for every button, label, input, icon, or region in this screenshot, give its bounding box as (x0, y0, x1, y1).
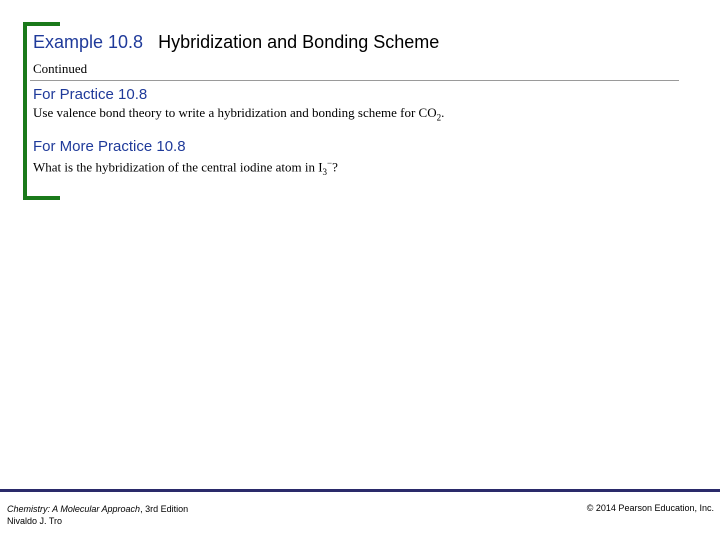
practice-text-end: . (441, 105, 445, 120)
footer-edition: , 3rd Edition (140, 504, 189, 514)
header-divider (30, 80, 679, 81)
footer-divider (0, 489, 720, 492)
more-practice-text-subscript: 3 (322, 166, 328, 177)
footer-author: Nivaldo J. Tro (7, 516, 63, 526)
practice-text-subscript: 2 (436, 112, 442, 123)
practice-text-main: Use valence bond theory to write a hybridization and bonding scheme for CO (33, 105, 437, 120)
footer-citation (7, 503, 188, 527)
more-practice-text-superscript: − (327, 158, 333, 168)
more-practice-text (33, 158, 338, 177)
more-practice-heading: For More Practice 10.8 (33, 138, 186, 155)
footer-book-title: Chemistry: A Molecular Approach (7, 504, 141, 514)
title-text: Hybridization and Bonding Scheme (158, 32, 440, 52)
continued-label: Continued (33, 61, 88, 76)
footer-copyright: © 2014 Pearson Education, Inc. (586, 503, 714, 513)
example-label: Example 10.8 (33, 32, 144, 52)
footer-book-line (7, 503, 188, 515)
practice-text (33, 105, 444, 123)
more-practice-text-main: What is the hybridization of the central iodine atom in I (33, 159, 323, 175)
slide-title (33, 32, 439, 53)
practice-heading: For Practice 10.8 (33, 86, 148, 103)
more-practice-text-end: ? (332, 159, 338, 175)
